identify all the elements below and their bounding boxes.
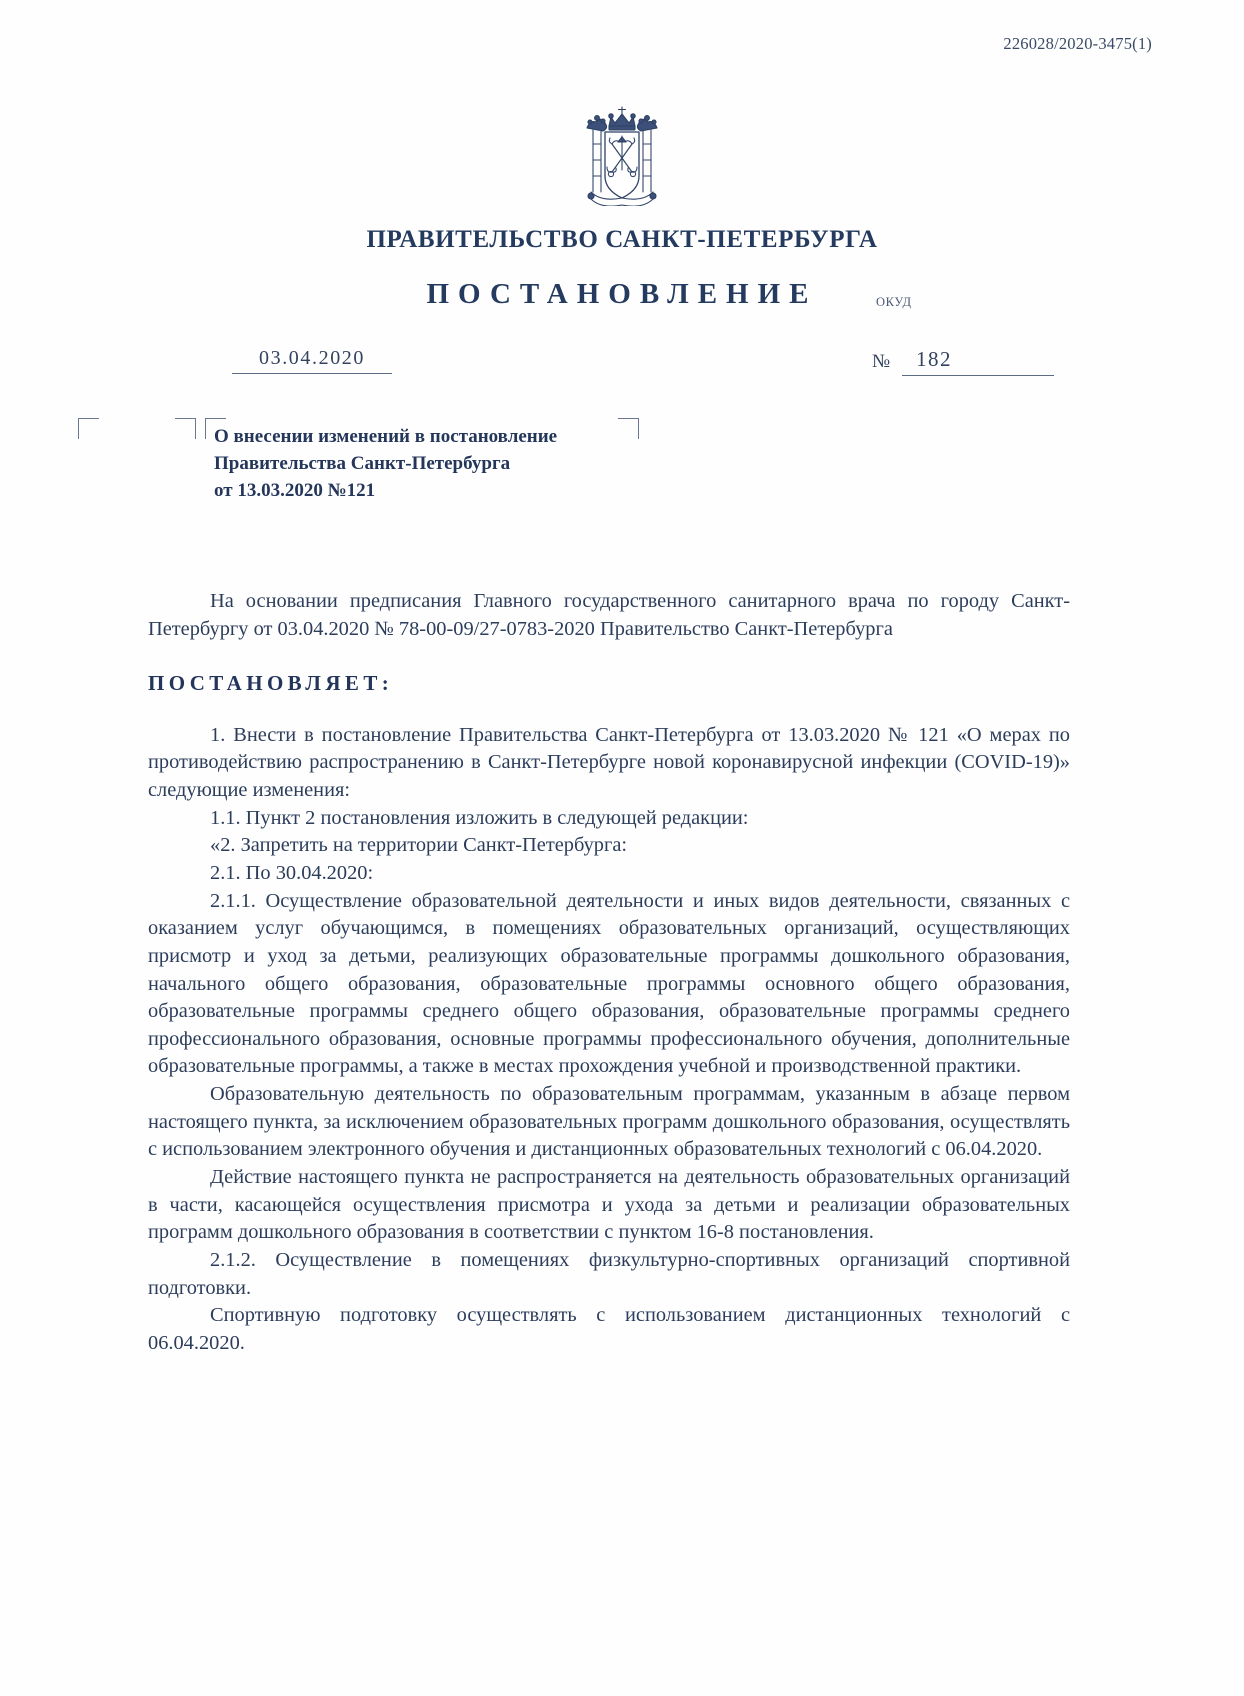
body-paragraph-4: 2.1. По 30.04.2020:: [210, 861, 374, 884]
document-date: 03.04.2020: [232, 347, 392, 374]
body-paragraph-3: «2. Запретить на территории Санкт-Петербурга:: [210, 834, 628, 857]
body-paragraph-2: 1.1. Пункт 2 постановления изложить в следующей редакции:: [210, 806, 749, 829]
document-number-block: [872, 347, 1054, 376]
document-type-row: [0, 278, 1244, 311]
subject-block: [214, 424, 684, 505]
subject-line-2: Правительства Санкт-Петербурга: [214, 452, 511, 474]
body-paragraph-6: Образовательную деятельность по образовательным программам, указанным в абзаце первом настоящего пункта, за исключением образовательных программ дошкольного образования, осуществлять с использованием электронного обучения и дистанционных образовательных технологий с 06.04.2020.: [148, 1083, 1070, 1161]
document-number: 182: [902, 347, 1054, 376]
corner-mark-outer-left: [78, 418, 99, 439]
registration-number: 226028/2020-3475(1): [1003, 34, 1152, 53]
body-paragraph-5: 2.1.1. Осуществление образовательной деятельности и иных видов деятельности, связанных с оказанием услуг обучающимся, в помещениях образовательных организаций, осуществляющих присмотр и уход за детьми, реализующих образовательные программы дошкольного образования, начального общего образования, образовательные программы основного общего образования, образовательные программы среднего общего образования, образовательные программы среднего профессионального образования, основные программы профессионального обучения, дополнительные образовательные программы, а также в местах прохождения учебной и производственной практики.: [148, 889, 1070, 1078]
government-title: ПРАВИТЕЛЬСТВО САНКТ-ПЕТЕРБУРГА: [366, 226, 878, 253]
okud-label: ОКУД: [876, 295, 912, 309]
saint-petersburg-coat-of-arms-icon: [567, 104, 677, 206]
corner-mark-inner-left: [175, 418, 196, 439]
body-paragraph-8: 2.1.2. Осуществление в помещениях физкультурно-спортивных организаций спортивной подготовки.: [148, 1248, 1070, 1299]
body-paragraph-1: 1. Внести в постановление Правительства Санкт-Петербурга от 13.03.2020 № 121 «О мерах по противодействию распространению в Санкт-Петербурге новой коронавирусной инфекции (COVID-19)» следующие изменения:: [148, 723, 1070, 802]
number-sign: №: [872, 351, 891, 372]
subject-line-1: О внесении изменений в постановление: [214, 426, 558, 447]
resolve-word: ПОСТАНОВЛЯЕТ:: [148, 671, 394, 696]
body-paragraph-9: Спортивную подготовку осуществлять с использованием дистанционных технологий с 06.04.2020.: [148, 1304, 1070, 1354]
preamble-paragraph: На основании предписания Главного государственного санитарного врача по городу Санкт-Петербургу от 03.04.2020 № 78-00-09/27-0783-2020 Правительство Санкт-Петербурга: [148, 590, 1070, 640]
document-body: [148, 588, 1070, 1357]
document-type: ПОСТАНОВЛЕНИЕ: [426, 278, 818, 310]
body-paragraph-7: Действие настоящего пункта не распространяется на деятельность образовательных организаций в части, касающейся осуществления присмотра и ухода за детьми и реализации образовательных программ дошкольного образования в соответствии с пунктом 16-8 постановления.: [148, 1165, 1070, 1244]
subject-line-3: от 13.03.2020 №121: [214, 479, 376, 501]
